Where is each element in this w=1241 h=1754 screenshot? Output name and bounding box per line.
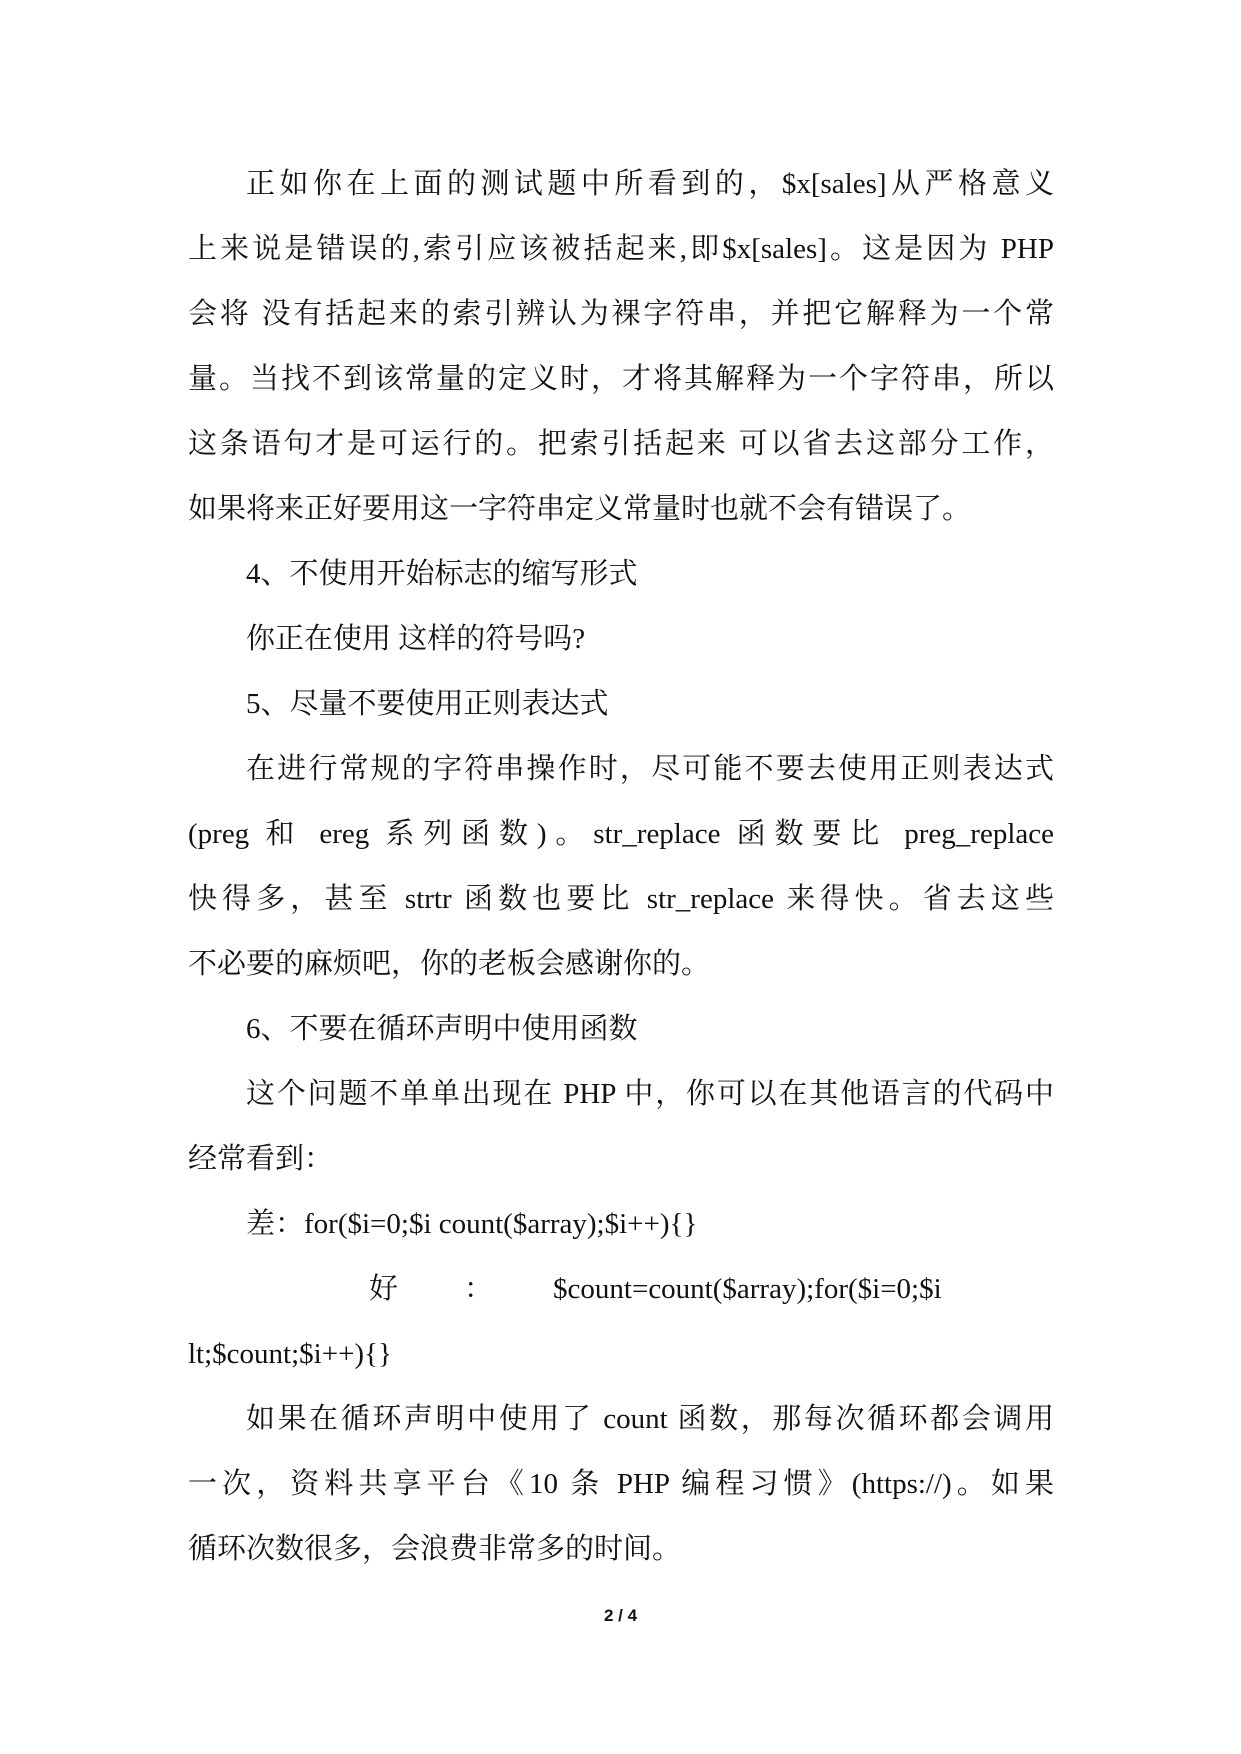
intro-paragraph-line: 这条语句才是可运行的。把索引括起来 可以省去这部分工作， xyxy=(188,428,1054,460)
good-example-line xyxy=(188,1257,1054,1322)
intro-paragraph-line: 会将 没有括起来的索引辨认为裸字符串，并把它解释为一个常 xyxy=(188,298,1054,330)
section-6-heading: 6、不要在循环声明中使用函数 xyxy=(246,1013,638,1045)
section-5-heading: 5、尽量不要使用正则表达式 xyxy=(246,688,609,720)
good-example-code-continued: lt;$count;$i++){} xyxy=(188,1338,392,1370)
bad-example-code: 差：for($i=0;$i count($array);$i++){} xyxy=(246,1208,698,1240)
section-6-intro-line: 这个问题不单单出现在 PHP 中，你可以在其他语言的代码中 xyxy=(246,1078,1054,1110)
intro-paragraph-line: 如果将来正好要用这一字符串定义常量时也就不会有错误了。 xyxy=(188,493,972,525)
section-6-explanation-line: 循环次数很多，会浪费非常多的时间。 xyxy=(188,1533,682,1565)
section-5-body-line: 不必要的麻烦吧，你的老板会感谢你的。 xyxy=(188,948,711,980)
section-6-explanation-line: 如果在循环声明中使用了 count 函数，那每次循环都会调用 xyxy=(246,1403,1054,1435)
section-5-body-line: 在进行常规的字符串操作时，尽可能不要去使用正则表达式 xyxy=(246,753,1054,785)
intro-paragraph-line: 量。当找不到该常量的定义时，才将其解释为一个字符串，所以 xyxy=(188,363,1054,395)
section-6-explanation-line: 一次，资料共享平台《10 条 PHP 编程习惯》(https://)。如果 xyxy=(188,1468,1054,1500)
section-5-body-line: 快得多，甚至 strtr 函数也要比 str_replace 来得快。省去这些 xyxy=(188,883,1054,915)
page-number: 2 / 4 xyxy=(603,1606,638,1625)
good-example-colon: ： xyxy=(464,1273,494,1305)
section-4-body: 你正在使用 这样的符号吗? xyxy=(246,623,586,655)
intro-paragraph-line: 上来说是错误的,索引应该被括起来,即$x[sales]。这是因为 PHP xyxy=(188,233,1054,265)
document-body xyxy=(188,152,1054,1582)
section-4-heading: 4、不使用开始标志的缩写形式 xyxy=(246,558,638,590)
intro-paragraph-line: 正如你在上面的测试题中所看到的，$x[sales]从严格意义 xyxy=(246,168,1054,200)
section-5-body-line: (preg 和 ereg 系列函数)。str_replace 函数要比 preg_replace xyxy=(188,818,1054,850)
good-example-label: 好 xyxy=(369,1273,399,1305)
good-example-code: $count=count($array);for($i=0;$i xyxy=(553,1273,942,1305)
section-6-intro-line: 经常看到： xyxy=(188,1143,334,1175)
